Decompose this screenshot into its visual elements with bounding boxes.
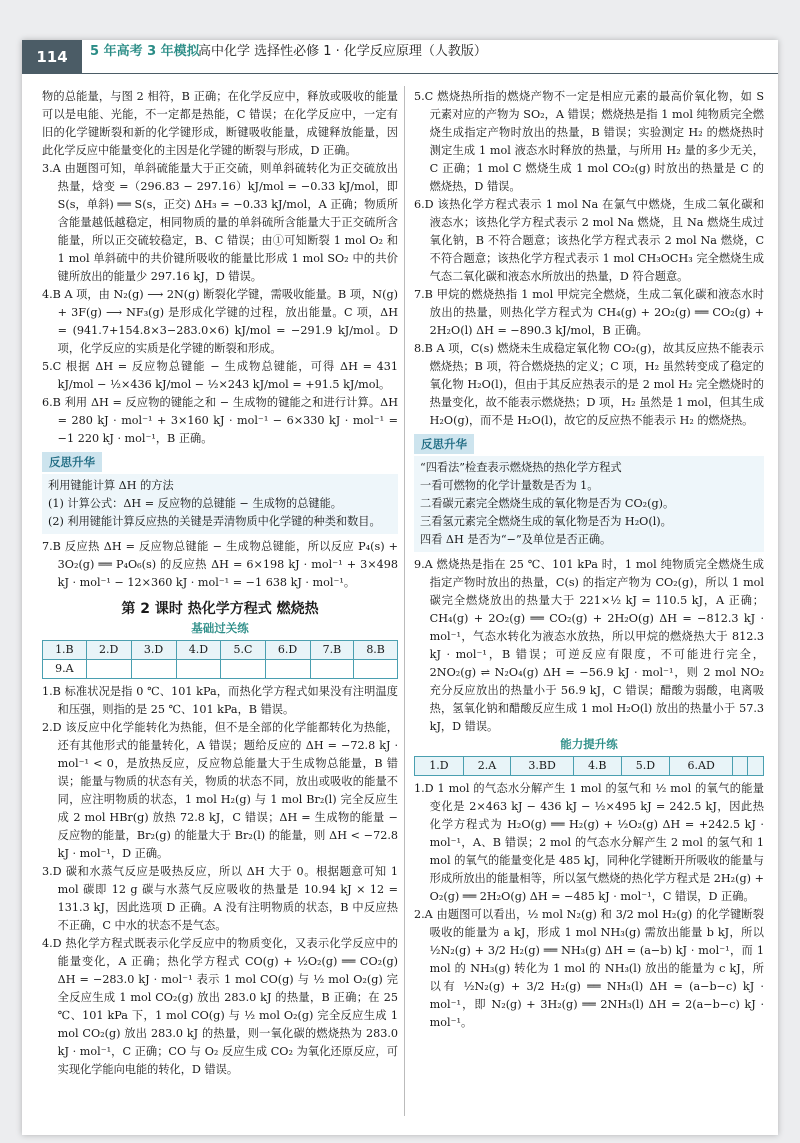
- table-cell: 2.D: [86, 641, 131, 660]
- section-subtitle: 基础过关练: [191, 621, 249, 635]
- table-cell: [354, 660, 398, 679]
- left-column: [42, 88, 398, 1079]
- table-row: [43, 660, 398, 679]
- table-cell: 9.A: [43, 660, 87, 679]
- column-divider: [404, 86, 405, 1116]
- table-cell: [131, 660, 176, 679]
- basic-answer-3: 3.D 碳和水蒸气反应是吸热反应，所以 ΔH 大于 0。根据题意可知 1 mol 碳即 12 g 碳与水蒸气反应吸收的热量是 10.94 kJ × 12 = 131.3 kJ，因此选项 D 正确。A 没有注明物质的状态，B 中反应热不正确，C 中水的状态不是气态。: [42, 865, 398, 932]
- reflection-line: (2) 利用键能计算反应热的关键是弄清物质中化学键的种类和数目。: [48, 515, 381, 528]
- advanced-answer-1: 1.D 1 mol 的气态水分解产生 1 mol 的氢气和 ½ mol 的氧气的能量变化是 2×463 kJ − 436 kJ − ½×495 kJ = 242.5 kJ，因此热化学方程式为 H₂O(g) ══ H₂(g) + ½O₂(g) ΔH = +242.5 kJ · mol⁻¹，A、B 错误；2 mol 的气态水分解产生 2 mol 的氢气和 1 mol 的氧气的能量变化是 485 kJ，同种化学键断开所吸收的能量与形成所放出的能量相等，所以氢气燃烧的热化学方程式是 2H₂(g) + O₂(g) ══ 2H₂O(g) ΔH = −485 kJ · mol⁻¹，C 错误，D 正确。: [414, 782, 764, 903]
- answer-table: [414, 756, 764, 776]
- answer-7: 7.B 反应热 ΔH = 反应物总键能 − 生成物总键能，所以反应 P₄(s) + 3O₂(g) ══ P₄O₆(s) 的反应热 ΔH = 6×198 kJ · mol⁻¹ + 3×498 kJ · mol⁻¹ − 12×360 kJ · mol⁻¹ = −1 638 kJ · mol⁻¹。: [42, 540, 398, 589]
- reflection-line: (1) 计算公式：ΔH = 反应物的总键能 − 生成物的总键能。: [48, 497, 342, 510]
- table-cell: 5.D: [621, 757, 670, 776]
- section-title: 第 2 课时 热化学方程式 燃烧热: [121, 601, 319, 617]
- basic-answer-2: 2.D 该反应中化学能转化为热能，但不是全部的化学能都转化为热能，还有其他形式的能量转化，A 错误；题给反应的 ΔH = −72.8 kJ · mol⁻¹ < 0，是放热反应，反应物总能量大于生成物总能量，B 错误；能量与物质的状态有关，物质的状态不同，放出或吸收的能量不同，应注明物质的状态，1 mol H₂(g) 与 1 mol Br₂(l) 完全反应生成 2 mol HBr(g) 放热 72.8 kJ，C 错误；ΔH = 生成物的能量 − 反应物的能量，Br₂(g) 的能量大于 Br₂(l) 的能量，则 ΔH < −72.8 kJ · mol⁻¹，D 正确。: [42, 721, 398, 860]
- basic-answer-9: 9.A 燃烧热是指在 25 ℃、101 kPa 时，1 mol 纯物质完全燃烧生成指定产物时放出的热量，C(s) 的指定产物为 CO₂(g)，所以 1 mol 碳完全燃烧放出的热量大于 221×½ kJ = 110.5 kJ，A 正确；CH₄(g) + 2O₂(g) ══ CO₂(g) + 2H₂O(g) ΔH = −812.3 kJ · mol⁻¹，气态水转化为液态水放热，所以甲烷的燃烧热大于 812.3 kJ · mol⁻¹，B 错误；可逆反应有限度，不可能进行完全，2NO₂(g) ⇌ N₂O₄(g) ΔH = −56.9 kJ · mol⁻¹，则 2 mol NO₂ 充分反应放出的热量小于 56.9 kJ，C 错误；醋酸为弱酸，电离吸热，氢氧化钠和醋酸反应生成 1 mol H₂O(l) 放出的热量小于 57.3 kJ，D 错误。: [414, 558, 764, 733]
- right-column: [414, 88, 764, 1032]
- basic-answer-7: 7.B 甲烷的燃烧热指 1 mol 甲烷完全燃烧，生成二氧化碳和液态水时放出的热量，则热化学方程式为 CH₄(g) + 2O₂(g) ══ CO₂(g) + 2H₂O(l) ΔH = −890.3 kJ/mol，B 正确。: [414, 288, 764, 337]
- table-cell: 1.B: [43, 641, 87, 660]
- paragraph: 物的总能量，与图 2 相符，B 正确；在化学反应中，释放或吸收的能量可以是电能、光能，不一定都是热能，C 错误；在化学反应中，一定有旧的化学键断裂和新的化学键形成，断键吸收能量，成键释放能量，因此化学反应中能量变化的主因是化学键的断裂与形成，D 正确。: [42, 90, 398, 157]
- table-cell: [310, 660, 354, 679]
- table-row: [43, 641, 398, 660]
- reflection-line: 一看可燃物的化学计量数是否为 1。: [420, 479, 599, 492]
- answer-4: 4.B A 项，由 N₂(g) ⟶ 2N(g) 断裂化学键，需吸收能量。B 项，N(g) + 3F(g) ⟶ NF₃(g) 是形成化学键的过程，放出能量。C 项，ΔH = (941.7+154.8×3−283.0×6) kJ/mol = −291.9 kJ/mol。D 项，化学反应的实质是化学键的断裂和形成。: [42, 288, 398, 355]
- basic-answer-8: 8.B A 项，C(s) 燃烧未生成稳定氧化物 CO₂(g)，故其反应热不能表示燃烧热；B 项，符合燃烧热的定义；C 项，H₂ 虽然转变成了稳定的氧化物 H₂O(l)，但由于其反应热表示的是 2 mol H₂ 完全燃烧时的热量变化，故不能表示燃烧热；D 项，H₂ 虽然是 1 mol，但其生成 H₂O(g)，而不是 H₂O(l)，故它的反应热不能表示 H₂ 的燃烧热。: [414, 342, 764, 427]
- table-cell: [221, 660, 265, 679]
- advanced-answer-2: 2.A 由题图可以看出，½ mol N₂(g) 和 3/2 mol H₂(g) 的化学键断裂吸收的能量为 a kJ，形成 1 mol NH₃(g) 需放出能量 b kJ，所以 ½N₂(g) + 3/2 H₂(g) ══ NH₃(g) ΔH = (a−b) kJ · mol⁻¹，而 1 mol 的 NH₃(g) 转化为 1 mol 的 NH₃(l) 放出的能量为 c kJ，所以有 ½N₂(g) + 3/2 H₂(g) ══ NH₃(l) ΔH = (a−b−c) kJ · mol⁻¹，即 N₂(g) + 3H₂(g) ══ 2NH₃(l) ΔH = 2(a−b−c) kJ · mol⁻¹。: [414, 908, 764, 1029]
- answer-3: 3.A 由题图可知，单斜硫能量大于正交硫，则单斜硫转化为正交硫放出热量，焓变 =（296.83 − 297.16）kJ/mol = −0.33 kJ/mol，即 S(s，单斜) ══ S(s，正交) ΔH₃ = −0.33 kJ/mol，A 正确；物质所含能量越低越稳定，相同物质的量的单斜硫所含能量大于正交硫所含能量，所以正交硫较稳定，B、C 错误；由①可知断裂 1 mol O₂ 和 1 mol 单斜硫中的共价键所吸收的能量比形成 1 mol SO₂ 中的共价键所放出的能量少 297.16 kJ，D 错误。: [42, 162, 398, 283]
- table-cell: [732, 757, 748, 776]
- section-subtitle: 能力提升练: [560, 737, 618, 751]
- table-cell: 2.A: [463, 757, 510, 776]
- table-cell: 3.BD: [511, 757, 574, 776]
- answer-5: 5.C 根据 ΔH = 反应物总键能 − 生成物总键能，可得 ΔH = 431 kJ/mol − ½×436 kJ/mol − ½×243 kJ/mol = +91.5 kJ/mol。: [42, 360, 398, 391]
- table-cell: [176, 660, 221, 679]
- table-cell: 5.C: [221, 641, 265, 660]
- reflection-title: 反思升华: [42, 452, 102, 472]
- table-cell: [86, 660, 131, 679]
- reflection-line: 二看碳元素完全燃烧生成的氧化物是否为 CO₂(g)。: [420, 497, 675, 510]
- table-cell: [748, 757, 764, 776]
- book-title: 高中化学 选择性必修 1 · 化学反应原理（人教版）: [198, 44, 487, 59]
- table-cell: 6.D: [265, 641, 310, 660]
- table-cell: 3.D: [131, 641, 176, 660]
- basic-answer-6: 6.D 该热化学方程式表示 1 mol Na 在氯气中燃烧，生成二氧化碳和液态水；该热化学方程式表示 2 mol Na 燃烧，且 Na 燃烧生成过氧化钠，B 不符合题意；该热化学方程式表示 2 mol Na 燃烧，C 不符合题意；该热化学方程式表示 1 mol CH₃OCH₃ 完全燃烧生成气态二氧化碳和液态水所放出的热量，D 符合题意。: [414, 198, 764, 283]
- answer-table: [42, 640, 398, 679]
- series-brand: 5 年高考 3 年模拟: [90, 44, 200, 59]
- reflection-line: 四看 ΔH 是否为“−”及单位是否正确。: [420, 533, 612, 546]
- reflection-box: [414, 456, 764, 552]
- basic-answer-5: 5.C 燃烧热所指的燃烧产物不一定是相应元素的最高价氧化物，如 S 元素对应的产物为 SO₂，A 错误；燃烧热是指 1 mol 纯物质完全燃烧生成指定产物时放出的热量，B 错误；实验测定 H₂ 的燃烧热时测定生成 1 mol 液态水时释放的热量，与所用 H₂ 量的多少无关，C 正确；1 mol C 燃烧生成 1 mol CO₂(g) 时放出的热量是 C 的燃烧热，D 错误。: [414, 90, 764, 193]
- table-cell: 4.D: [176, 641, 221, 660]
- answer-6: 6.B 利用 ΔH = 反应物的键能之和 − 生成物的键能之和进行计算。ΔH = 280 kJ · mol⁻¹ + 3×160 kJ · mol⁻¹ − 6×330 kJ · mol⁻¹ = −1 220 kJ · mol⁻¹，B 正确。: [42, 396, 398, 445]
- reflection-line: 三看氢元素完全燃烧生成的氧化物是否为 H₂O(l)。: [420, 515, 672, 528]
- page-number: 114: [22, 40, 82, 74]
- table-row: [415, 757, 764, 776]
- table-cell: 7.B: [310, 641, 354, 660]
- table-cell: 4.B: [573, 757, 621, 776]
- page: [22, 40, 778, 1135]
- basic-answer-1: 1.B 标准状况是指 0 ℃、101 kPa，而热化学方程式如果没有注明温度和压强，则指的是 25 ℃、101 kPa，B 错误。: [42, 685, 398, 716]
- reflection-box: [42, 474, 398, 534]
- reflection-line: 利用键能计算 ΔH 的方法: [48, 479, 174, 492]
- basic-answer-4: 4.D 热化学方程式既表示化学反应中的物质变化，又表示化学反应中的能量变化，A 正确；热化学方程式 CO(g) + ½O₂(g) ══ CO₂(g) ΔH = −283.0 kJ · mol⁻¹ 表示 1 mol CO(g) 与 ½ mol O₂(g) 完全反应生成 1 mol CO₂(g) 放出 283.0 kJ 的热量，B 正确；在 25 ℃、101 kPa 下，1 mol CO(g) 与 ½ mol O₂(g) 完全反应生成 1 mol CO₂(g) 放出 283.0 kJ 的热量，则一氧化碳的燃烧热为 283.0 kJ · mol⁻¹，C 正确；CO 与 O₂ 反应生成 CO₂ 为氧化还原反应，可实现化学能向电能的转化，D 错误。: [42, 937, 398, 1076]
- table-cell: 1.D: [415, 757, 464, 776]
- header-rule: [82, 73, 778, 74]
- table-cell: [265, 660, 310, 679]
- table-cell: 8.B: [354, 641, 398, 660]
- reflection-title: 反思升华: [414, 434, 474, 454]
- page-header: [22, 40, 778, 74]
- reflection-line: “四看法”检查表示燃烧热的热化学方程式: [420, 461, 622, 474]
- table-cell: 6.AD: [670, 757, 733, 776]
